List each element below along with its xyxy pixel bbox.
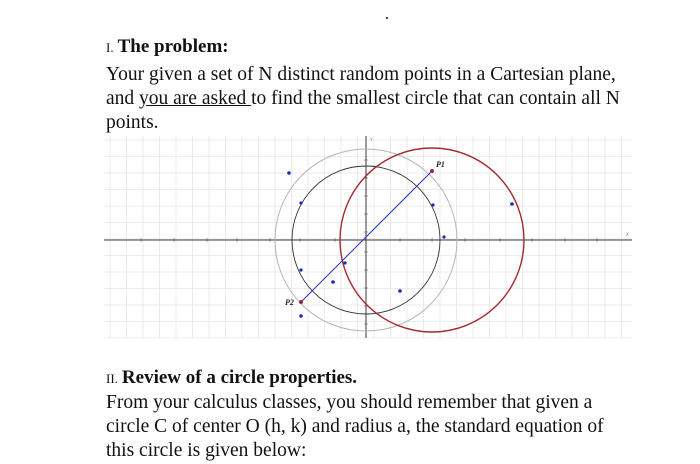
- text-fragment: and: [106, 88, 140, 109]
- section-heading-problem: [106, 36, 229, 58]
- text-fragment: to find the smallest circle that can contain all N: [251, 88, 620, 109]
- point: [510, 202, 514, 206]
- point: [299, 201, 302, 204]
- stray-dot: [386, 17, 388, 19]
- point: [442, 235, 445, 238]
- y-axis-label: Y: [370, 137, 373, 142]
- underlined-text: you are asked: [139, 88, 252, 109]
- point-label-p2: P2: [285, 298, 294, 307]
- point: [331, 280, 335, 284]
- problem-paragraph: [106, 63, 686, 135]
- point-p2: [299, 300, 303, 304]
- point-p1: [430, 169, 434, 173]
- data-points: [287, 171, 514, 318]
- section-heading-review: [106, 367, 357, 389]
- paragraph-line: points.: [106, 112, 159, 133]
- point: [343, 261, 346, 264]
- section-title: The problem:: [117, 36, 229, 57]
- review-paragraph: [106, 391, 686, 463]
- paragraph-line: [106, 87, 686, 111]
- paragraph-line: From your calculus classes, you should remember that given a: [106, 392, 593, 413]
- point: [299, 314, 303, 318]
- paragraph-line: Your given a set of N distinct random points in a Cartesian plane,: [106, 64, 616, 85]
- section-number: I.: [106, 40, 114, 55]
- point: [431, 203, 434, 206]
- paragraph-line: circle C of center O (h, k) and radius a, the standard equation of: [106, 416, 604, 437]
- point: [299, 268, 302, 271]
- section-number: II.: [106, 371, 118, 386]
- circle-diagram: [0, 130, 700, 340]
- x-axis-label: X: [626, 232, 629, 237]
- point-label-p1: P1: [436, 160, 445, 169]
- section-title: Review of a circle properties.: [121, 367, 358, 388]
- point: [398, 289, 402, 293]
- point: [287, 171, 291, 175]
- paragraph-line: this circle is given below:: [106, 440, 307, 461]
